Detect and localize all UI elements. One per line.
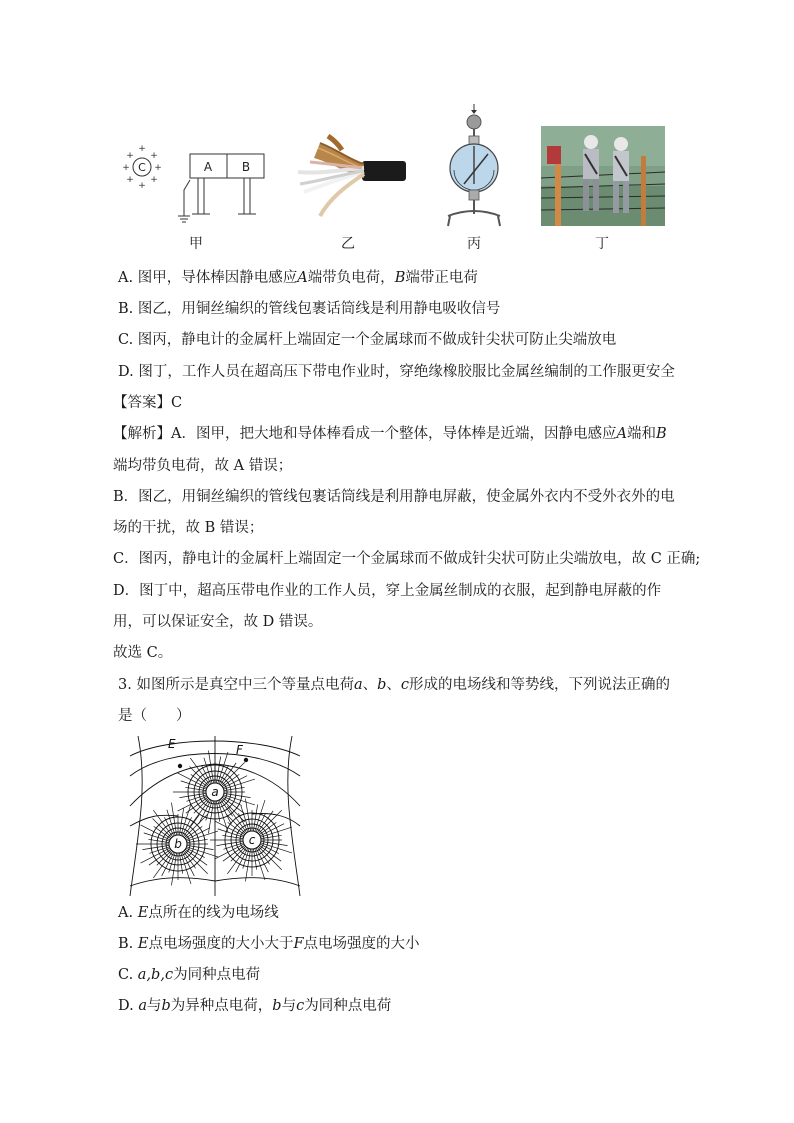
svg-text:+: + bbox=[122, 163, 130, 173]
charge-c-label: c bbox=[248, 833, 256, 847]
q2-analysis-b-line2: 场的干扰，故 B 错误； bbox=[113, 520, 264, 536]
q2-option-c: C. 图丙，静电计的金属杆上端固定一个金属球而不做成针尖状可防止尖端放电 bbox=[118, 332, 617, 348]
equipotential-curve bbox=[130, 736, 142, 896]
field-line bbox=[142, 845, 169, 849]
charge-b-label: b bbox=[174, 837, 182, 851]
svg-text:+: + bbox=[126, 151, 134, 161]
sphere-label: C bbox=[138, 161, 146, 174]
field-line bbox=[216, 756, 220, 783]
field-line bbox=[187, 845, 214, 849]
q3-option-b: B. E点电场强度的大小大于F点电场强度的大小 bbox=[118, 936, 420, 952]
svg-text:+: + bbox=[154, 163, 162, 173]
field-line bbox=[179, 793, 206, 797]
point-f-label: F bbox=[236, 743, 243, 757]
figure-ding-photo bbox=[541, 126, 665, 226]
equipotential-curve bbox=[288, 736, 300, 896]
q2-analysis-d-line2: 用，可以保证安全，故 D 错误。 bbox=[113, 614, 323, 630]
field-line bbox=[208, 751, 213, 784]
charged-sphere-c bbox=[122, 144, 162, 191]
q3-option-d: D. a与b为异种点电荷，b与c为同种点电荷 bbox=[118, 998, 392, 1014]
q3-option-c: C. a,b,c为同种点电荷 bbox=[118, 967, 261, 983]
q2-analysis-b-line1: B．图乙，用铜丝编织的管线包裹话筒线是利用静电屏蔽，使金属外衣内不受外衣外的电 bbox=[113, 489, 675, 505]
q3-option-a: A. E点所在的线为电场线 bbox=[118, 905, 279, 921]
rod-end-a-label: A bbox=[203, 160, 213, 174]
rod-end-b-label: B bbox=[241, 160, 251, 174]
figure-yi-cable bbox=[290, 128, 410, 223]
equipotential-group bbox=[130, 736, 300, 896]
field-line bbox=[190, 767, 209, 786]
q3-field-figure bbox=[128, 736, 302, 896]
field-line bbox=[216, 841, 243, 845]
conductor-rod bbox=[178, 154, 264, 222]
field-line bbox=[261, 841, 288, 845]
q2-analysis-d-line1: D．图丁中，超高压带电作业的工作人员，穿上金属丝制成的衣服，起到静电屏蔽的作 bbox=[113, 583, 662, 599]
figure-bing-caption: 丙 bbox=[467, 236, 481, 252]
q2-option-a: A. 图甲，导体棒因静电感应A端带负电荷，B端带正电荷 bbox=[118, 270, 478, 286]
svg-text:+: + bbox=[126, 175, 134, 185]
field-line bbox=[253, 804, 257, 831]
field-line bbox=[208, 801, 213, 834]
q2-answer: 【答案】C bbox=[113, 395, 183, 411]
svg-text:+: + bbox=[138, 144, 146, 154]
point-e-marker bbox=[178, 764, 182, 768]
figure-bing-electroscope bbox=[436, 102, 516, 232]
point-f-marker bbox=[244, 758, 248, 762]
field-line bbox=[153, 819, 172, 838]
field-line bbox=[179, 808, 183, 835]
q3-stem-line1: 3. 如图所示是真空中三个等量点电荷a、b、c形成的电场线和等势线，下列说法正确的 bbox=[118, 677, 671, 693]
charge-a-label: a bbox=[211, 785, 219, 799]
q3-stem-line2: 是（ ） bbox=[118, 708, 191, 724]
q2-analysis-c-line1: C．图丙，静电计的金属杆上端固定一个金属球而不做成针尖状可防止尖端放电，故 C 正确; bbox=[113, 551, 701, 567]
svg-text:+: + bbox=[150, 175, 158, 185]
figure-yi-caption: 乙 bbox=[341, 236, 355, 252]
q2-option-d: D. 图丁，工作人员在超高压下带电作业时，穿绝缘橡胶服比金属丝编制的工作服更安全 bbox=[118, 364, 675, 380]
q2-option-b: B. 图乙，用铜丝编织的管线包裹话筒线是利用静电吸收信号 bbox=[118, 301, 501, 317]
field-line bbox=[224, 793, 251, 797]
point-e-label: E bbox=[168, 737, 176, 751]
svg-text:+: + bbox=[138, 181, 146, 191]
figure-jia-caption: 甲 bbox=[189, 236, 203, 252]
q2-conclusion: 故选 C。 bbox=[113, 645, 173, 661]
field-line bbox=[245, 849, 250, 882]
q2-analysis-a-line1: 【解析】A．图甲，把大地和导体棒看成一个整体，导体棒是近端，因静电感应A端和B bbox=[113, 426, 667, 442]
field-line bbox=[227, 815, 246, 834]
svg-text:+: + bbox=[150, 151, 158, 161]
field-line bbox=[171, 853, 176, 886]
figure-jia bbox=[118, 140, 278, 235]
q2-analysis-a-line2: 端均带负电荷，故 A 错误； bbox=[113, 458, 293, 474]
figure-ding-caption: 丁 bbox=[595, 236, 609, 252]
field-line bbox=[171, 803, 176, 836]
equipotential-curve bbox=[252, 814, 300, 827]
